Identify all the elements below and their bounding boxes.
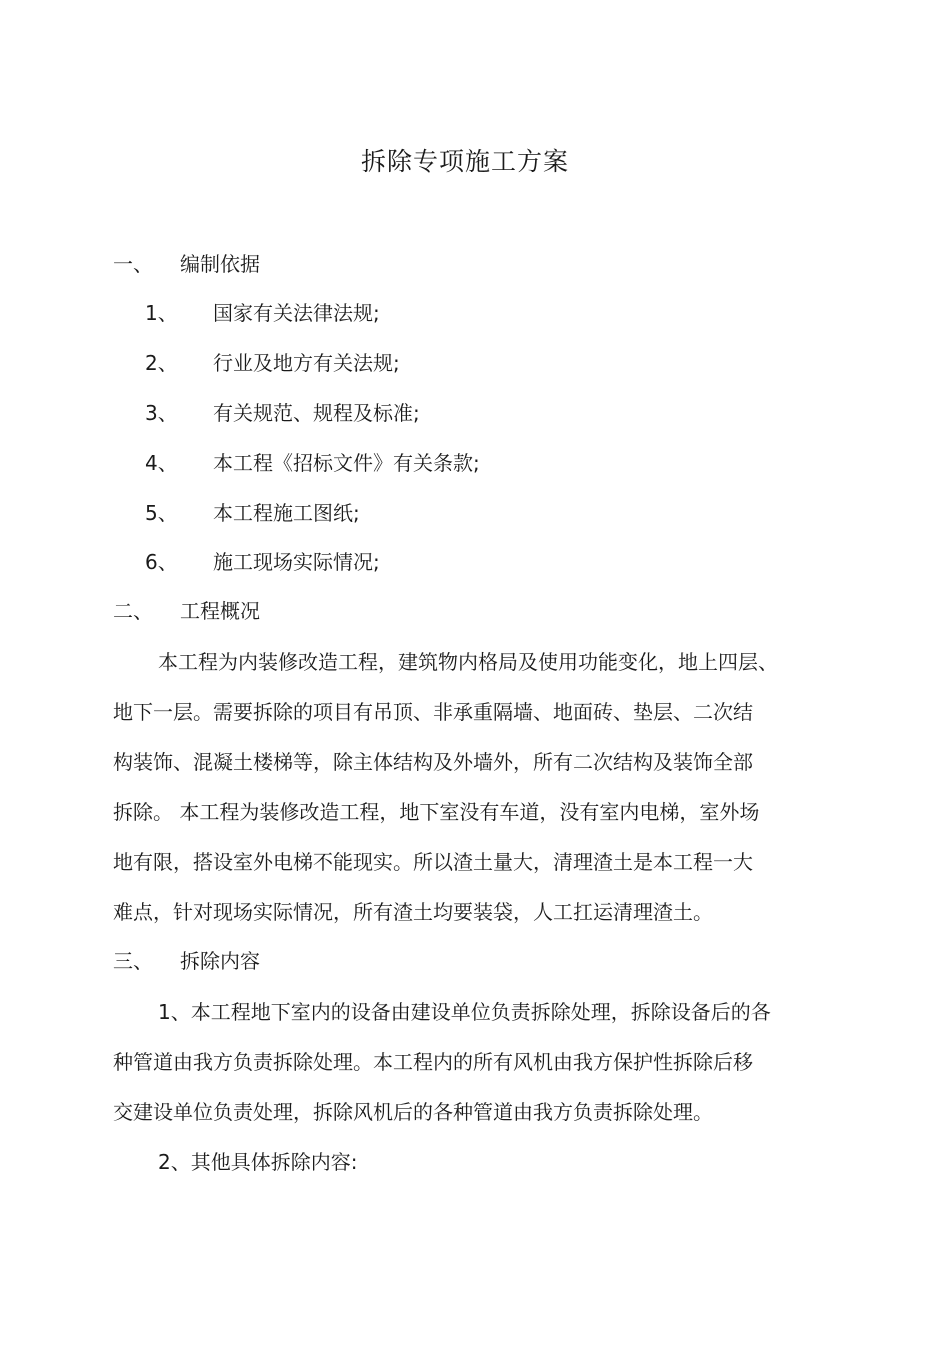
list-item-number: 2、 [145,351,178,375]
list-item-number: 5、 [145,501,178,525]
paragraph-line: 交建设单位负责处理，拆除风机后的各种管道由我方负责拆除处理。 [113,1100,713,1124]
list-item-text: 本工程《招标文件》有关条款; [213,451,480,475]
paragraph-line: 1、本工程地下室内的设备由建设单位负责拆除处理，拆除设备后的各 [158,1000,771,1024]
paragraph-line: 2、其他具体拆除内容: [158,1150,358,1174]
section-label: 编制依据 [180,252,260,276]
paragraph-line: 种管道由我方负责拆除处理。本工程内的所有风机由我方保护性拆除后移 [113,1050,753,1074]
section-number: 一、 [113,252,153,276]
list-item [145,449,480,477]
section-number: 三、 [113,949,153,973]
section-label: 工程概况 [180,599,260,623]
section-heading-scope [113,947,260,975]
scope-paragraph-1 [113,987,813,1137]
paragraph-line: 构装饰、混凝土楼梯等，除主体结构及外墙外，所有二次结构及装饰全部 [113,750,753,774]
list-item [145,299,380,327]
list-item [145,399,420,427]
paragraph-line: 拆除。 本工程为装修改造工程，地下室没有车道，没有室内电梯，室外场 [113,800,760,824]
section-label: 拆除内容 [180,949,260,973]
section-heading-basis [113,250,260,278]
overview-paragraph [113,637,813,937]
list-item-text: 国家有关法律法规; [213,301,380,325]
list-item-text: 施工现场实际情况; [213,550,380,574]
section-number: 二、 [113,599,153,623]
list-item [145,548,380,576]
list-item-text: 有关规范、规程及标准; [213,401,420,425]
list-item-number: 6、 [145,550,178,574]
scope-paragraph-2 [113,1137,813,1187]
list-item-text: 行业及地方有关法规; [213,351,400,375]
paragraph-line: 地有限，搭设室外电梯不能现实。所以渣土量大，清理渣土是本工程一大 [113,850,753,874]
list-item-text: 本工程施工图纸; [213,501,360,525]
paragraph-line: 本工程为内装修改造工程，建筑物内格局及使用功能变化，地上四层、 [158,650,778,674]
list-item-number: 1、 [145,301,178,325]
list-item [145,499,360,527]
document-title: 拆除专项施工方案 [360,147,569,176]
paragraph-line: 难点，针对现场实际情况，所有渣土均要装袋，人工扛运清理渣土。 [113,900,713,924]
list-item-number: 4、 [145,451,178,475]
paragraph-line: 地下一层。需要拆除的项目有吊顶、非承重隔墙、地面砖、垫层、二次结 [113,700,753,724]
list-item-number: 3、 [145,401,178,425]
section-heading-overview [113,597,260,625]
list-item [145,349,400,377]
